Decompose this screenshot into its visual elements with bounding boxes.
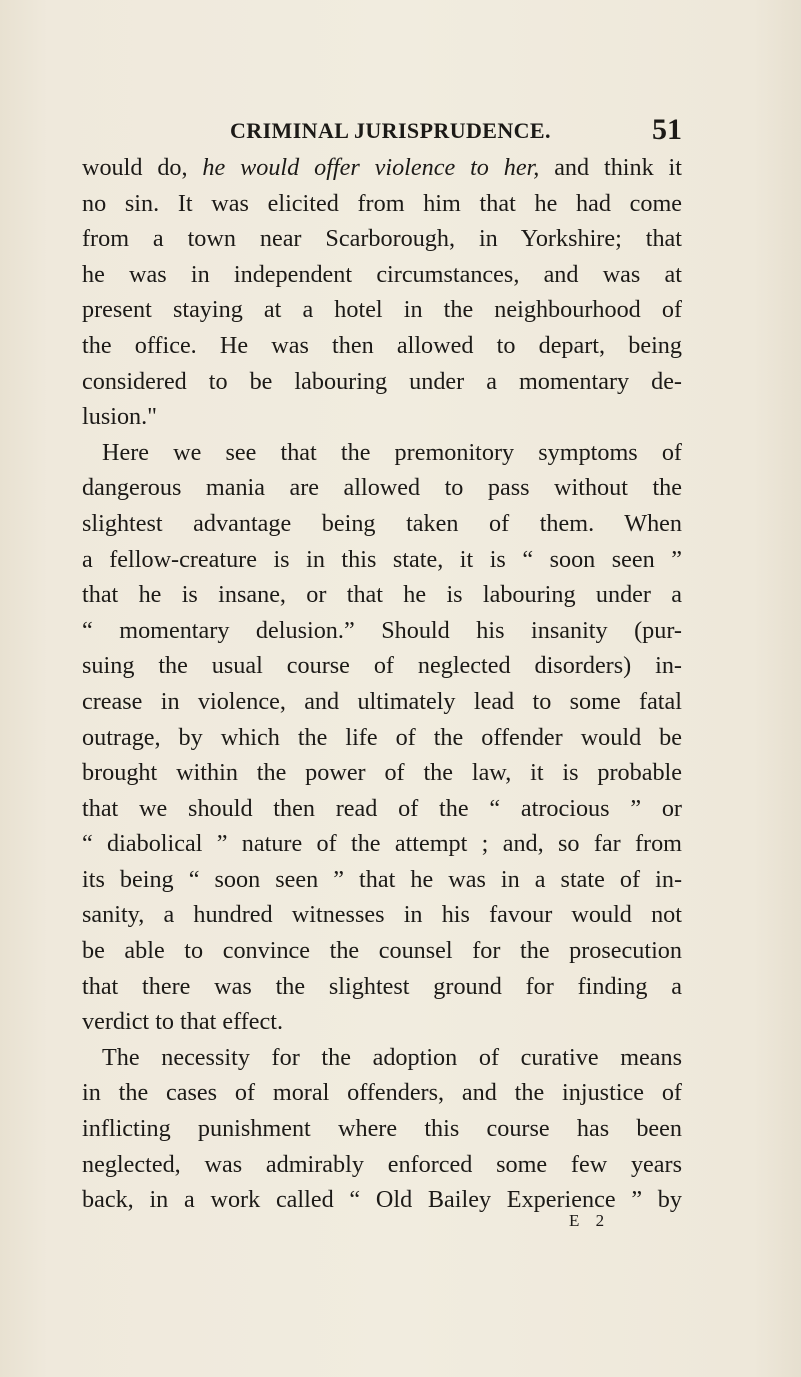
text-line: neglected, was admirably enforced some few years <box>82 1150 682 1178</box>
text-line: a fellow-creature is in this state, it is “ soon seen ” <box>82 545 682 573</box>
text-line: verdict to that effect. <box>82 1008 284 1036</box>
text-line: from a town near Scarborough, in Yorkshire; that <box>82 225 682 253</box>
text-line: its being “ soon seen ” that he was in a state of in- <box>82 865 682 893</box>
text-line: The necessity for the adoption of curative means <box>102 1043 682 1071</box>
text-line: would do, he would offer violence to her, and think it <box>82 154 682 181</box>
text-line: suing the usual course of neglected disorders) in- <box>82 652 682 680</box>
text-line: be able to convince the counsel for the prosecution <box>82 937 682 965</box>
text-line: no sin. It was elicited from him that he had come <box>82 189 682 217</box>
text-line: inflicting punishment where this course has been <box>82 1115 682 1143</box>
text-line: outrage, by which the life of the offender would be <box>82 723 682 751</box>
italic-phrase: he would offer violence to her, <box>202 154 540 181</box>
body-text <box>82 150 682 1218</box>
running-title: CRIMINAL JURISPRUDENCE. <box>230 118 551 143</box>
text-line: slightest advantage being taken of them. When <box>82 509 682 537</box>
text-line: sanity, a hundred witnesses in his favour would not <box>82 901 682 929</box>
text-line: dangerous mania are allowed to pass without the <box>82 474 682 502</box>
text-line: he was in independent circumstances, and was at <box>82 260 682 288</box>
text-line: that he is insane, or that he is labouring under a <box>82 581 682 609</box>
text-line: that we should then read of the “ atrocious ” or <box>82 794 682 822</box>
text-line: brought within the power of the law, it is probable <box>82 759 682 787</box>
text-line: Here we see that the premonitory symptoms of <box>102 438 682 466</box>
text-line: “ momentary delusion.” Should his insanity (pur- <box>82 616 682 644</box>
text-line: “ diabolical ” nature of the attempt ; and, so far from <box>82 830 682 858</box>
text-line: lusion." <box>82 403 158 431</box>
text-line: crease in violence, and ultimately lead to some fatal <box>82 687 682 715</box>
page-number: 51 <box>652 113 682 146</box>
text-line: that there was the slightest ground for finding a <box>82 972 682 1000</box>
text-line: back, in a work called “ Old Bailey Experience ” by <box>82 1186 682 1214</box>
text-line: in the cases of moral offenders, and the injustice of <box>82 1079 682 1107</box>
signature-mark: E 2 <box>569 1211 611 1230</box>
text-line: considered to be labouring under a momentary de- <box>82 367 682 395</box>
text-line: the office. He was then allowed to depart, being <box>82 331 682 359</box>
running-head <box>0 114 801 144</box>
text-line: present staying at a hotel in the neighbourhood of <box>82 296 682 324</box>
